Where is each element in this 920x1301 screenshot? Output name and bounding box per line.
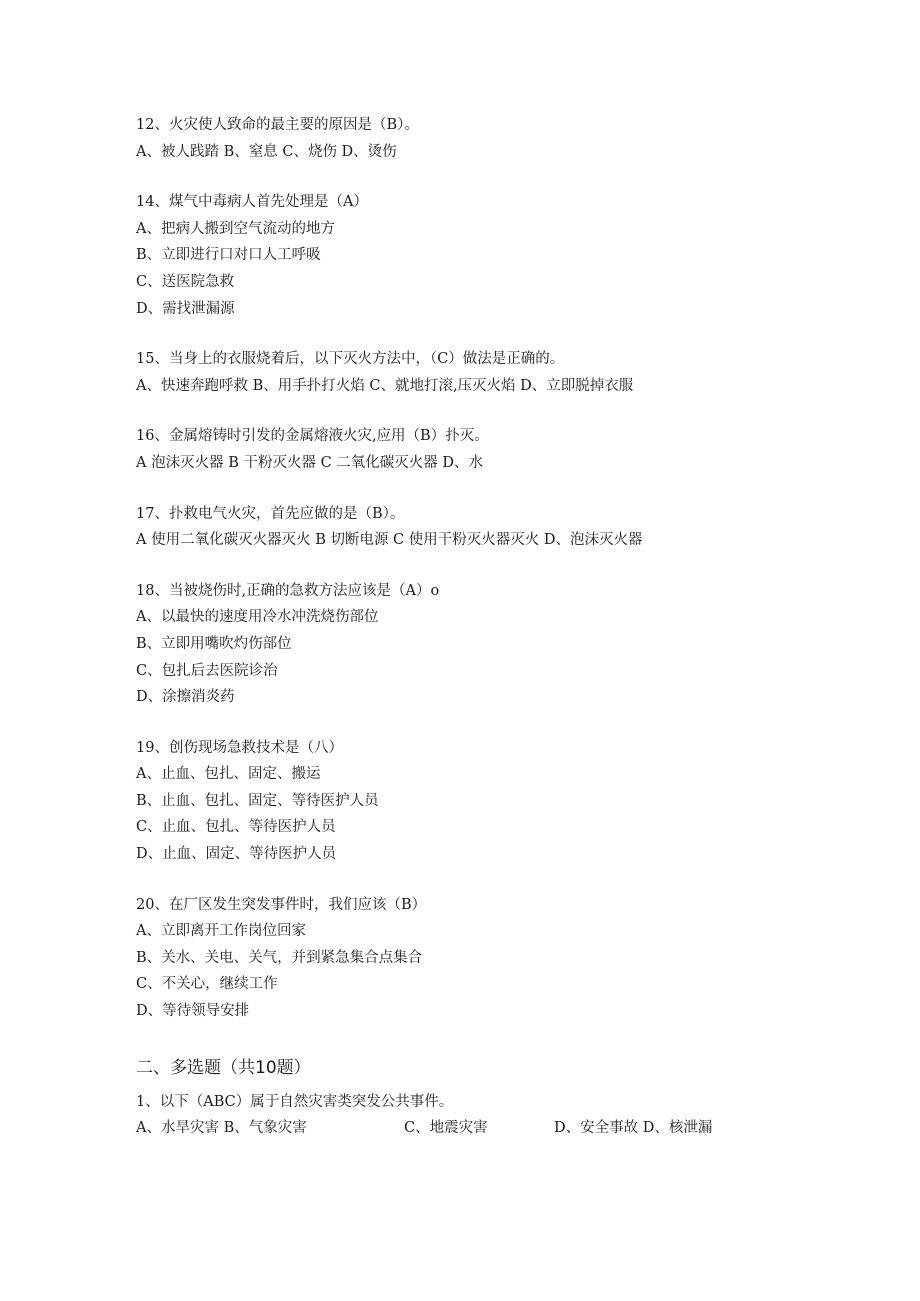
question-12: 12、火灾使人致命的最主要的原因是（B）。: [136, 117, 419, 133]
question-15: 15、当身上的衣服烧着后，以下灭火方法中，（C）做法是正确的。: [136, 351, 565, 368]
question-12-options: A、被人践踏 B、窒息 C、烧伤 D、烫伤: [136, 143, 397, 160]
question-20-option-d: D、等待领导安排: [136, 1003, 250, 1020]
question-17-options: A 使用二氧化碳灭火器灭火 B 切断电源 C 使用干粉灭火器灭火 D、泡沫灭火器: [136, 532, 643, 549]
question-14-option-b: B、立即进行口对口人工呼吸: [136, 247, 321, 264]
question-19-option-a: A、止血、包扎、固定、搬运: [136, 766, 321, 783]
question-18-option-b: B、立即用嘴吹灼伤部位: [136, 635, 292, 652]
question-14-option-d: D、需找泄漏源: [136, 300, 235, 317]
question-19: 19、创伤现场急救技术是（八）: [136, 739, 343, 756]
question-19-option-b: B、止血、包扎、固定、等待医护人员: [136, 792, 379, 809]
section2-question-1-options-ab: A、水旱灾害 B、气象灾害: [136, 1120, 307, 1137]
question-19-option-d: D、止血、固定、等待医护人员: [136, 846, 337, 863]
question-17: 17、扑救电气火灾，首先应做的是（B）。: [136, 505, 405, 522]
document-page: [136, 112, 836, 1142]
question-20-option-a: A、立即离开工作岗位回家: [136, 923, 306, 940]
section2-question-1: 1、以下（ABC）属于自然灾害类突发公共事件。: [136, 1093, 454, 1110]
question-18: 18、当被烧伤时,正确的急救方法应该是（A）o: [136, 582, 440, 599]
question-18-option-a: A、以最快的速度用冷水冲洗烧伤部位: [136, 609, 379, 626]
question-14-option-a: A、把病人搬到空气流动的地方: [136, 220, 335, 237]
question-16-options: A 泡沫灭火器 B 干粉灭火器 C 二氧化碳灭火器 D、水: [136, 454, 483, 471]
question-20: 20、在厂区发生突发事件时，我们应该（B）: [136, 896, 427, 913]
question-19-option-c: C、止血、包扎、等待医护人员: [136, 819, 336, 836]
section2-question-1-option-c: C、地震灾害: [404, 1120, 488, 1137]
question-20-option-c: C、不关心，继续工作: [136, 976, 278, 993]
question-14: 14、煤气中毒病人首先处理是（A）: [136, 194, 368, 211]
section-heading-multiple-choice: 二、多选题（共10题）: [136, 1057, 311, 1078]
question-14-option-c: C、送医院急救: [136, 273, 235, 290]
question-18-option-d: D、涂擦消炎药: [136, 689, 235, 706]
section2-question-1-options: [136, 1115, 836, 1142]
question-15-options: A、快速奔跑呼救 B、用手扑打火焰 C、就地打滚,压灭火焰 D、立即脱掉衣服: [136, 377, 634, 394]
section2-question-1-options-d: D、安全事故 D、核泄漏: [554, 1120, 713, 1137]
question-18-option-c: C、包扎后去医院诊治: [136, 662, 278, 679]
question-16: 16、金属熔铸时引发的金属熔液火灾,应用（B）扑灭。: [136, 428, 489, 445]
question-20-option-b: B、关水、关电、关气，并到紧急集合点集合: [136, 949, 423, 966]
